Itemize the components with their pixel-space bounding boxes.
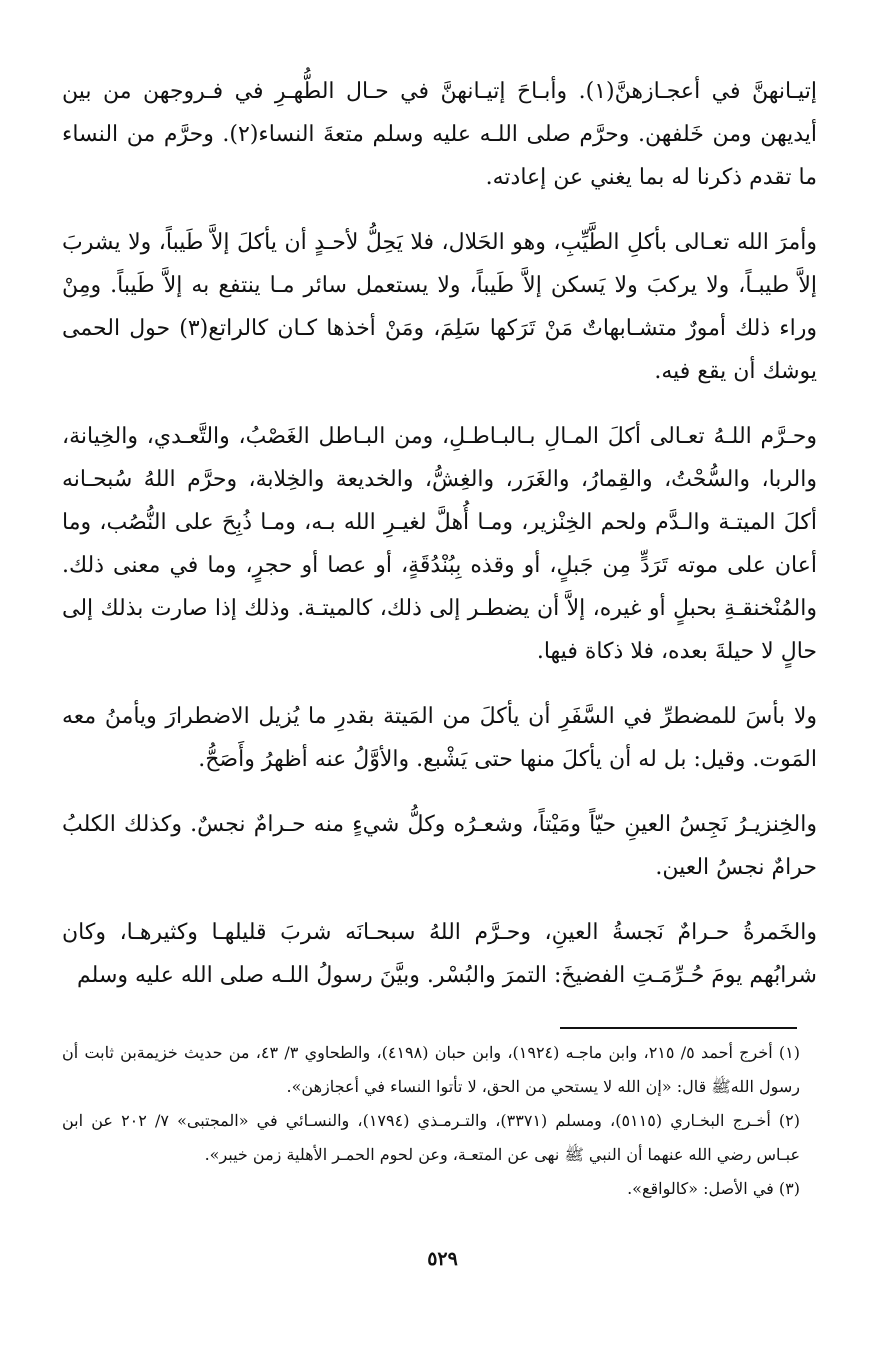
footnote-separator <box>560 1027 797 1029</box>
paragraph: وحـرَّم اللـهُ تعـالى أكلَ المـالِ بـالبـاطـلِ، ومن البـاطل الغَصْبُ، والتَّعـدي، والخِيانة، والربا، والسُّحْتُ، والقِمارُ، والغَرَر، والغِشُّ، والخديعة والخِلابة، وحرَّم اللهُ سُبحـانه أكلَ الميتـة والـدَّم ولحم الخِنْزير، ومـا أُهلَّ لغيـرِ الله بـه، ومـا ذُبِحَ على النُّصُب، وما أعان على موته تَرَدٍّ مِن جَبلٍ، أو وقذه بِبُنْدُقَةٍ، أو عصا أو حجرٍ، وما في معنى ذلك. والمُنْخنقـةِ بحبلٍ أو غيره، إلاَّ أن يضطـر إلى ذلك، كالميتـة. وذلك إذا صارت بذلك إلى حالٍ لا حيلةَ بعده، فلا ذكاة فيها. <box>62 424 817 664</box>
footnote: (٣) في الأصل: «كالواقع». <box>627 1179 800 1198</box>
footnote: (١) أخرج أحمد ٥/ ٢١٥، وابن ماجـه (١٩٢٤)، وابن حبان (٤١٩٨)، والطحاوي ٣/ ٤٣، من حديث خزيمةبن ثابت أن رسول اللهﷺ قال: «إن الله لا يستحي من الحق، لا تأتوا النساء في أعجازهن». <box>62 1043 800 1096</box>
footnote: (٢) أخـرج البخـاري (٥١١٥)، ومسلم (٣٣٧١)، والتـرمـذي (١٧٩٤)، والنسـائي في «المجتبى» ٧/ ٢٠٢ عن ابن عبـاس رضي الله عنهما أن النبي ﷺ نهى عن المتعـة، وعن لحوم الحمـر الأهلية زمن خيبر». <box>62 1111 800 1164</box>
paragraph: والخَمرةُ حـرامٌ نَجسةُ العينِ، وحـرَّم اللهُ سبحـانَه شربَ قليلهـا وكثيرهـا، وكان شرابُهم يومَ حُـرِّمَـتِ الفضيخَ: التمرَ والبُسْر. وبيَّنَ رسولُ اللـه صلى الله عليه وسلم <box>62 920 817 988</box>
main-text <box>62 70 817 1019</box>
paragraph: إتيـانهنَّ في أعجـازهنَّ(١). وأبـاحَ إتيـانهنَّ في حـال الطُّهـرِ في فـروجهن من بين أيديهن ومن خَلفهن. وحرَّم صلى اللـه عليه وسلم متعةَ النساء(٢). وحرَّم من النساء ما تقدم ذكرنا له بما يغني عن إعادته. <box>62 79 817 190</box>
page-number: ٥٢٩ <box>427 1248 458 1270</box>
footnotes <box>62 1036 800 1206</box>
paragraph: والخِنزيـرُ نَجِسُ العينِ حيّاً ومَيْتاً، وشعـرُه وكلُّ شيءٍ منه حـرامٌ نجسٌ. وكذلك الكلبُ حرامٌ نجسُ العين. <box>62 812 817 880</box>
paragraph: ولا بأسَ للمضطرِّ في السَّفَرِ أن يأكلَ من المَيتة بقدرِ ما يُزيل الاضطرارَ ويأمنُ معه المَوت. وقيل: بل له أن يأكلَ منها حتى يَشْبع. والأوَّلُ عنه أظهرُ وأَصَحُّ. <box>62 704 817 772</box>
paragraph: وأمرَ الله تعـالى بأكلِ الطَّيِّبِ، وهو الحَلال، فلا يَحِلُّ لأحـدٍ أن يأكلَ إلاَّ طَيباً، ولا يشربَ إلاَّ طيبـاً، ولا يركبَ ولا يَسكن إلاَّ طَيباً، ولا يستعمل سائر مـا ينتفع به إلاَّ طَيباً. ومِنْ وراء ذلك أمورٌ متشـابهاتٌ مَنْ تَرَكها سَلِمَ، ومَنْ أخذها كـان كالراتع(٣) حول الحمى يوشك أن يقع فيه. <box>62 230 817 384</box>
